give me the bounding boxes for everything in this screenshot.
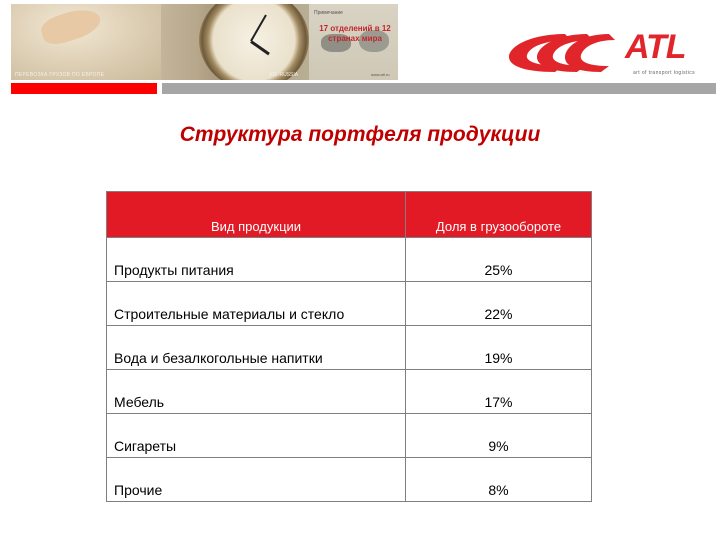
product-portfolio-table [106,191,592,502]
share-cell: 9% [406,414,592,458]
divider-bar [162,83,716,94]
accent-bar [11,83,157,94]
product-name-cell: Строительные материалы и стекло [107,282,406,326]
share-cell: 25% [406,238,592,282]
table-row [107,370,592,414]
product-name-cell: Вода и безалкогольные напитки [107,326,406,370]
column-header-product-type: Вид продукции [107,192,406,238]
table-row [107,238,592,282]
table-row [107,458,592,502]
share-cell: 17% [406,370,592,414]
share-cell: 19% [406,326,592,370]
product-name-cell: Мебель [107,370,406,414]
product-name-cell: Прочие [107,458,406,502]
logo-swoosh-icon [505,30,635,76]
logo-brand-text: ATL [625,28,686,66]
table-row [107,326,592,370]
column-header-share: Доля в грузообороте [406,192,592,238]
table-header-row [107,192,592,238]
share-cell: 8% [406,458,592,502]
header-banner-image [11,4,398,80]
banner-map-bottom-text: www.atl.ru [371,72,390,77]
page-title: Структура портфеля продукции [179,123,541,146]
table-row [107,414,592,458]
banner-clock-caption: ATL-RUSSIA [269,72,299,78]
table-row [107,282,592,326]
product-name-cell: Продукты питания [107,238,406,282]
atl-logo [505,30,715,78]
logo-tagline: art of transport logistics [633,70,696,76]
share-cell: 22% [406,282,592,326]
product-name-cell: Сигареты [107,414,406,458]
banner-map-text: 17 отделений в 12 странах мира [319,24,391,43]
banner-caption: ПЕРЕВОЗКА ГРУЗОВ ПО ЕВРОПЕ [15,72,105,78]
banner-map-top-text: Примечание [314,10,343,16]
